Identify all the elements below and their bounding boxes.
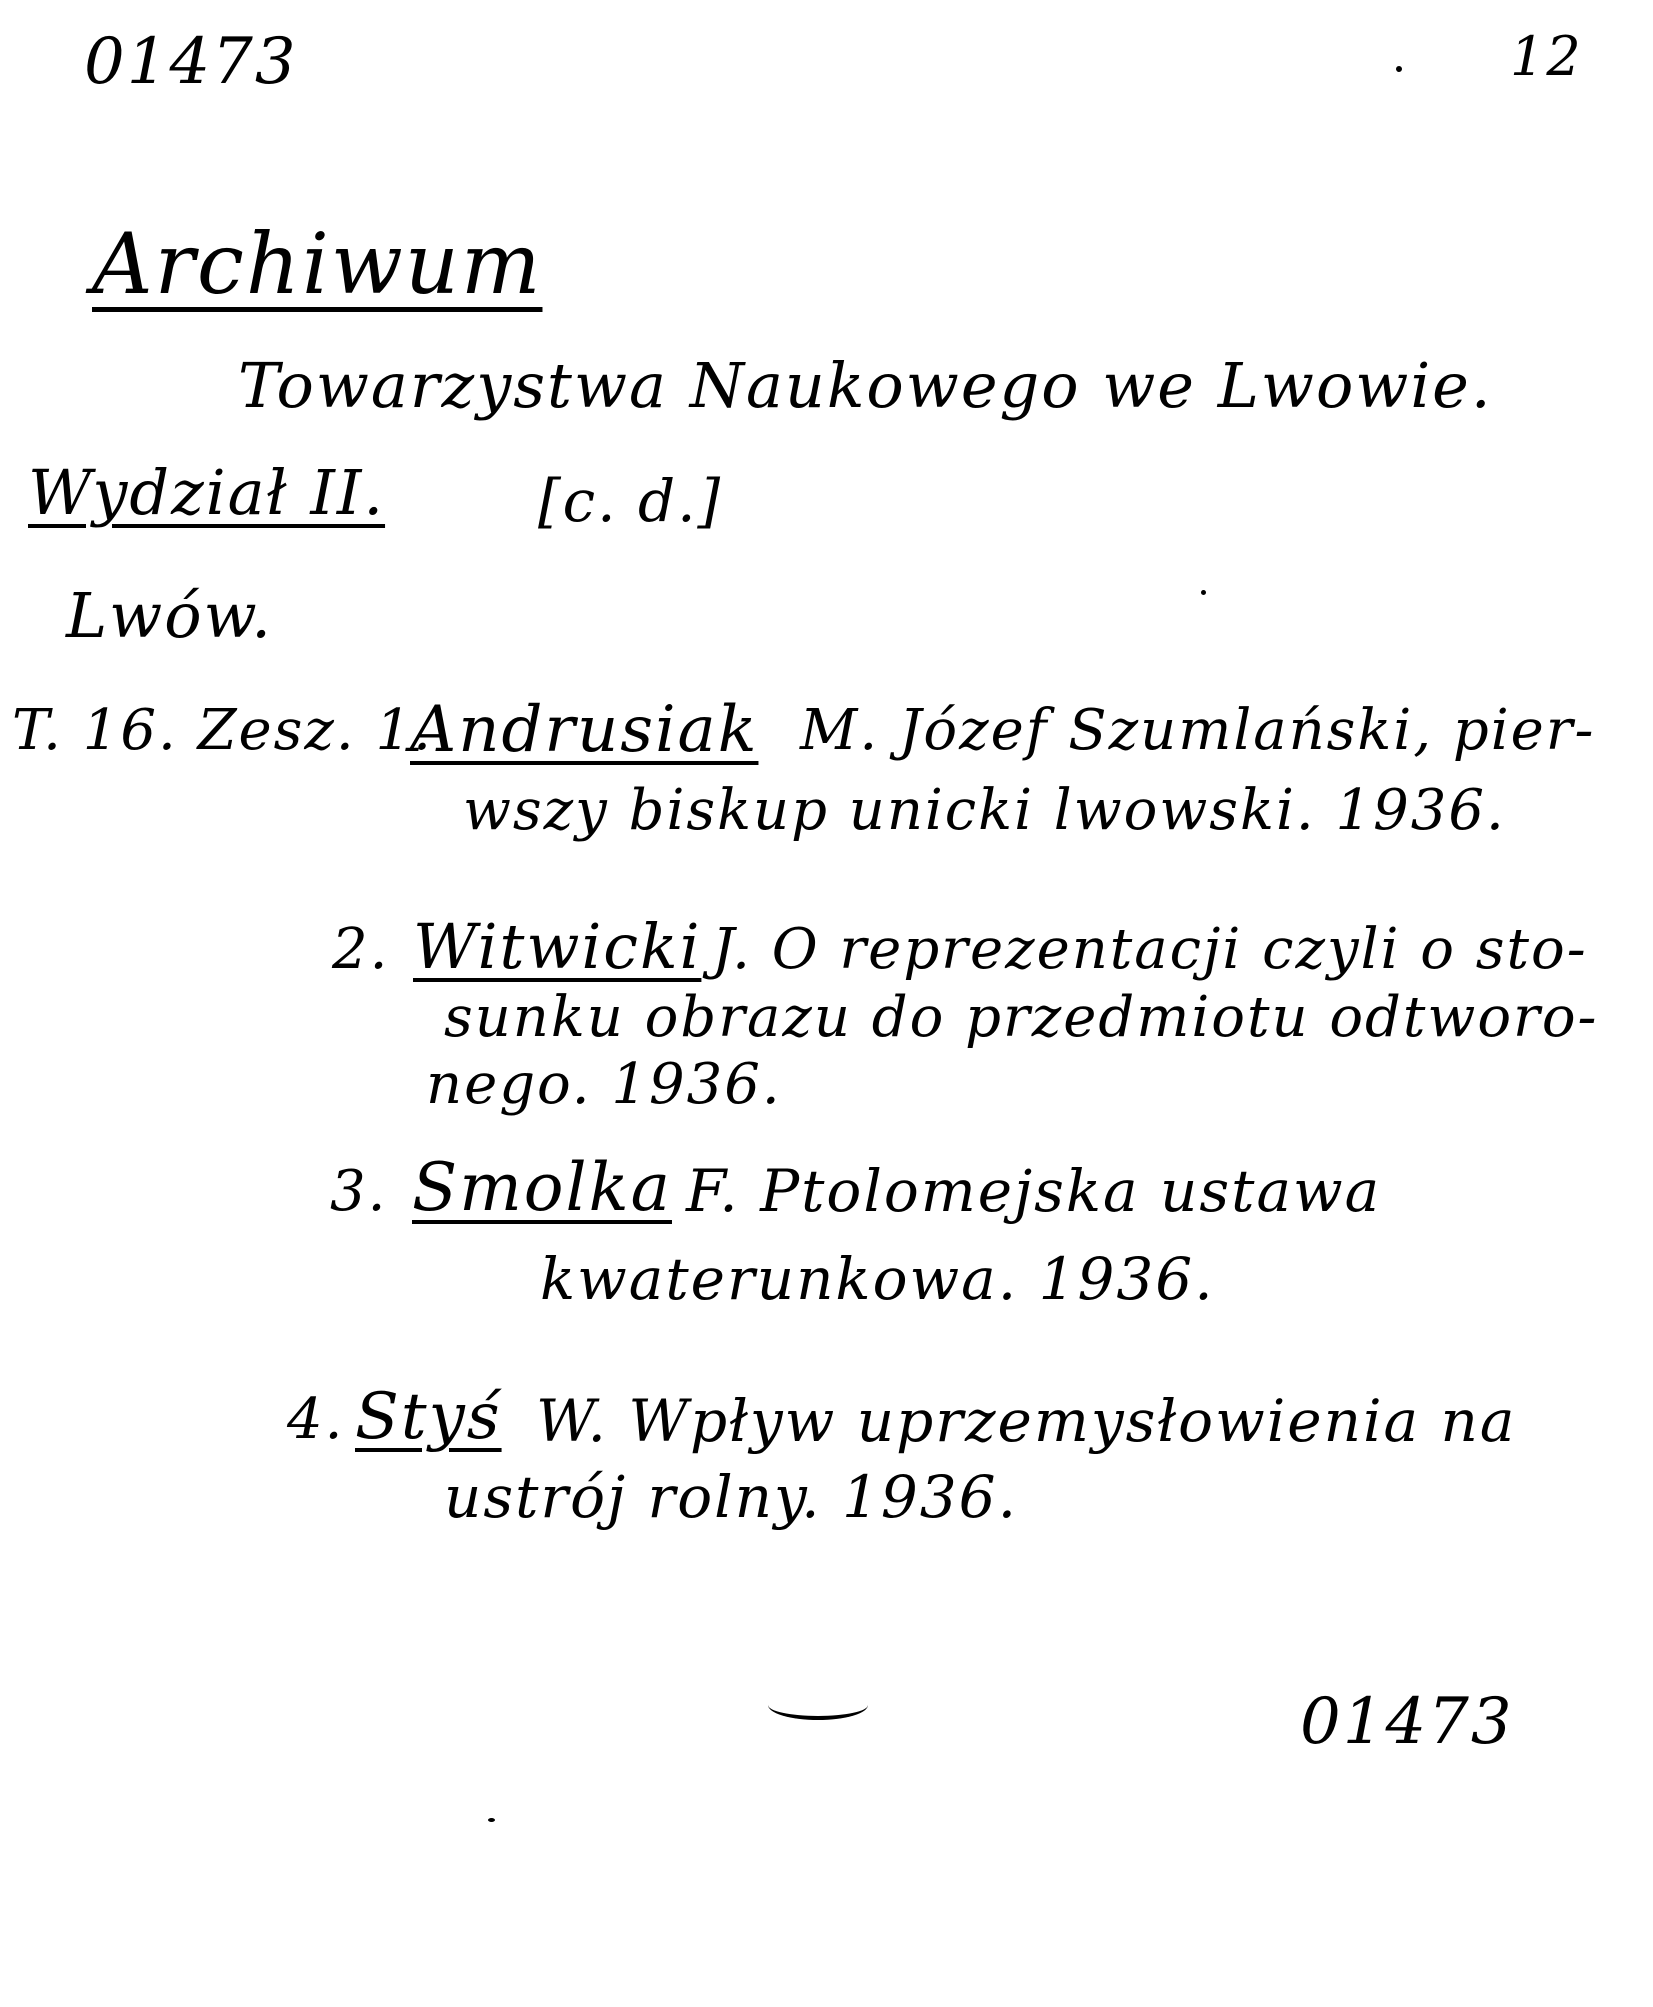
entry-4-prefix: 4. — [287, 1387, 345, 1452]
entry-1-author: Andrusiak — [410, 693, 759, 767]
entry-1-line-2: wszy biskup unicki lwowski. 1936. — [463, 778, 1506, 843]
entry-4-line-2: ustrój rolny. 1936. — [444, 1463, 1019, 1531]
entry-4-line-1: W. Wpływ uprzemysłowienia na — [536, 1387, 1517, 1455]
page-number: 12 — [1510, 25, 1583, 88]
place-label: Lwów. — [66, 579, 273, 652]
entry-2-prefix: 2. — [332, 917, 390, 982]
entry-1-prefix: T. 16. Zesz. 1. — [12, 698, 433, 763]
ink-speck — [1396, 66, 1402, 72]
department-label: Wydział II. — [28, 456, 386, 529]
ink-stroke-mark — [768, 1702, 868, 1720]
entry-1-line-1: M. Józef Szumlański, pier- — [800, 698, 1596, 763]
entry-3-line-1: F. Ptolomejska ustawa — [686, 1157, 1382, 1225]
entry-2-line-2: sunku obrazu do przedmiotu odtworo- — [444, 985, 1599, 1050]
entry-2-author: Witwicki — [413, 910, 702, 983]
continuation-mark: [c. d.] — [538, 467, 723, 535]
archive-title: Archiwum — [92, 215, 543, 313]
entry-3-prefix: 3. — [330, 1159, 388, 1224]
entry-3-line-2: kwaterunkowa. 1936. — [540, 1245, 1215, 1313]
ink-speck — [1201, 590, 1206, 595]
entry-3-author: Smolka — [412, 1149, 672, 1226]
entry-2-line-3: nego. 1936. — [426, 1052, 782, 1117]
entry-2-line-1: J. O reprezentacji czyli o sto- — [712, 917, 1588, 982]
archive-subtitle: Towarzystwa Naukowego we Lwowie. — [238, 349, 1493, 422]
ink-speck — [488, 1818, 495, 1822]
entry-4-author: Styś — [355, 1380, 502, 1454]
catalog-number-bottom: 01473 — [1300, 1685, 1514, 1759]
catalog-number-top: 01473 — [84, 25, 298, 99]
